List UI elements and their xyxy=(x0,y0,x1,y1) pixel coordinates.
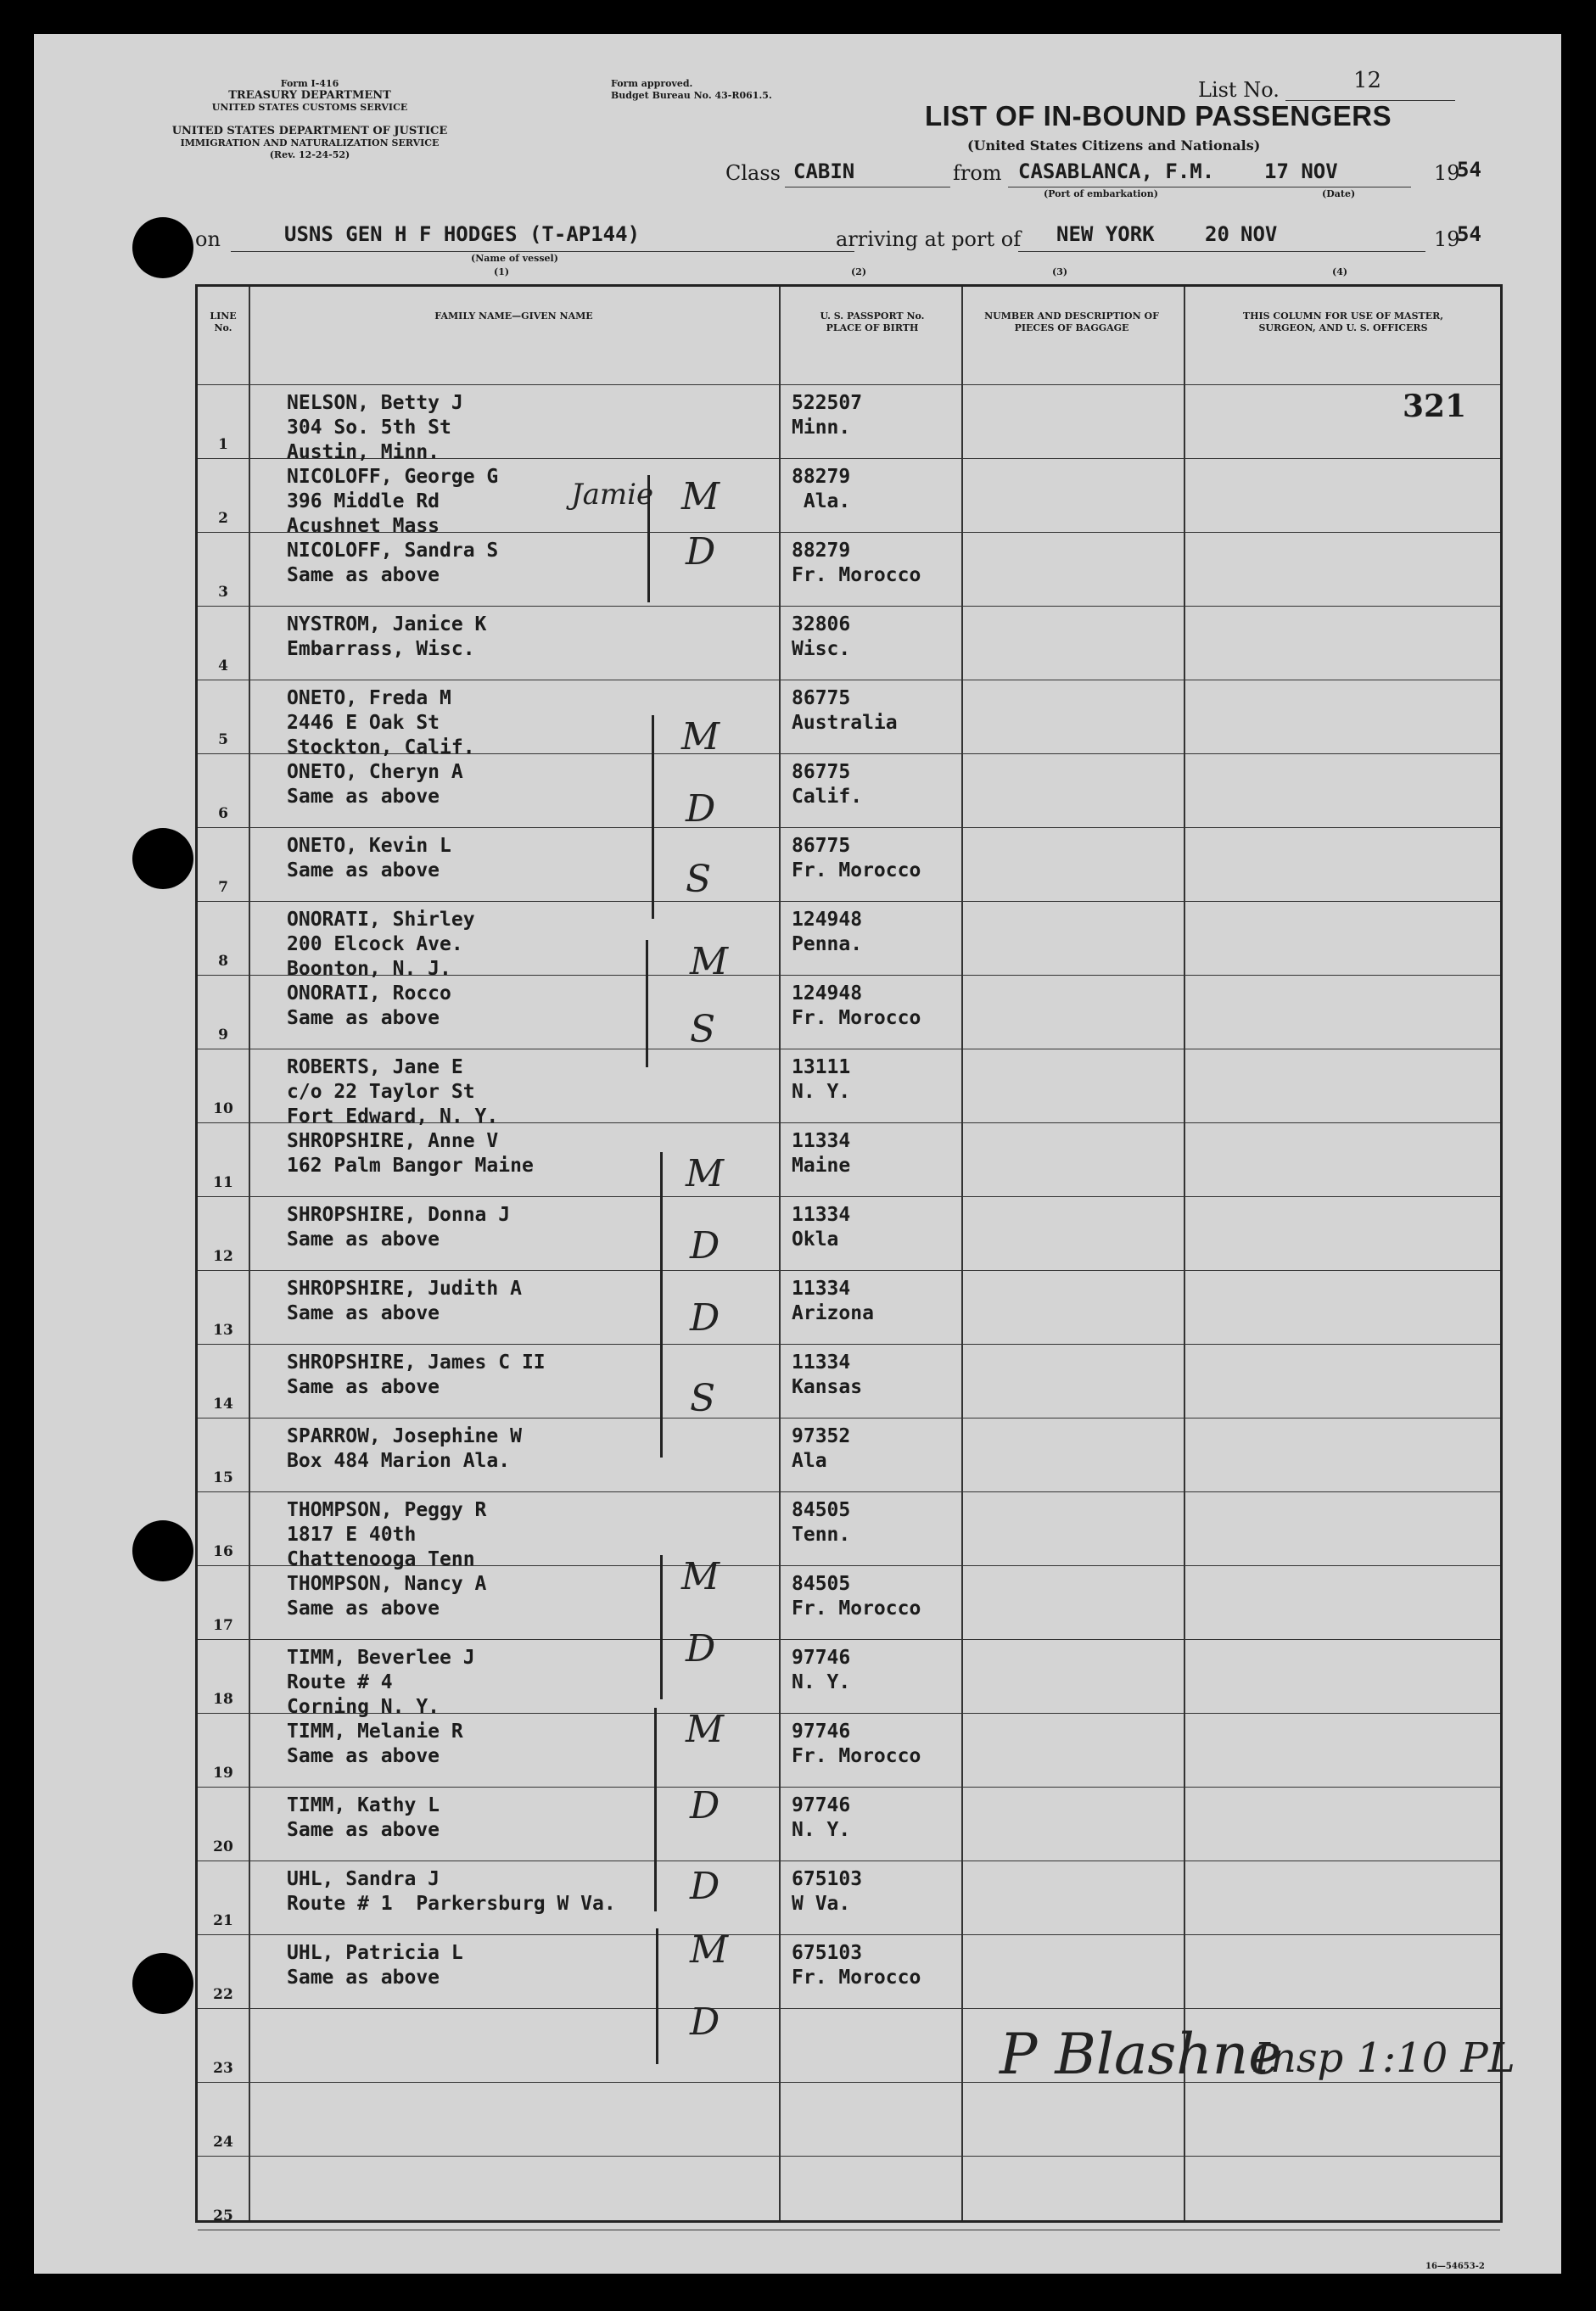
row-divider xyxy=(198,1491,1500,1492)
from-label: from xyxy=(953,161,1002,185)
header-divider xyxy=(198,384,1500,385)
line-number: 3 xyxy=(218,584,228,601)
passenger-name-address: NICOLOFF, George G 396 Middle Rd Acushnet Mass xyxy=(287,466,499,537)
rev-label: (Rev. 12-24-52) xyxy=(269,149,350,160)
line-number: 20 xyxy=(213,1838,233,1855)
passenger-name-address: THOMPSON, Nancy A Same as above xyxy=(287,1573,487,1620)
col-1-caption: (1) xyxy=(494,266,510,277)
embark-date: 17 NOV xyxy=(1264,159,1338,183)
passport-birthplace: 97746 N. Y. xyxy=(792,1647,851,1693)
header-officers: THIS COLUMN FOR USE OF MASTER, SURGEON, AND U. S. OFFICERS xyxy=(1242,311,1444,333)
family-mark: D xyxy=(686,1627,716,1670)
row-divider xyxy=(198,1787,1500,1788)
passport-birthplace: 86775 Calif. xyxy=(792,761,863,808)
passport-birthplace: 13111 N. Y. xyxy=(792,1056,851,1103)
print-code: 16—54653-2 xyxy=(1425,2262,1485,2271)
family-bracket xyxy=(654,1708,657,1911)
family-mark: D xyxy=(690,2000,720,2044)
passenger-name-address: ONORATI, Shirley 200 Elcock Ave. Boonton, N. J. xyxy=(287,909,475,980)
passenger-name-address: UHL, Patricia L Same as above xyxy=(287,1942,463,1989)
col-divider xyxy=(779,287,781,2220)
passenger-name-address: ONETO, Kevin L Same as above xyxy=(287,835,451,881)
vessel-caption: (Name of vessel) xyxy=(471,253,558,264)
family-bracket xyxy=(660,1152,663,1458)
passport-birthplace: 11334 Arizona xyxy=(792,1278,874,1324)
year-suffix-2: 54 xyxy=(1457,222,1481,246)
row-divider xyxy=(198,2008,1500,2009)
doj-label: UNITED STATES DEPARTMENT OF JUSTICE xyxy=(171,125,448,137)
family-mark: D xyxy=(690,1784,720,1827)
passport-birthplace: 86775 Fr. Morocco xyxy=(792,835,921,881)
family-mark: M xyxy=(690,1928,729,1972)
passenger-name-address: TIMM, Beverlee J Route # 4 Corning N. Y. xyxy=(287,1647,475,1718)
line-number: 23 xyxy=(213,2060,233,2077)
passenger-name-address: ONETO, Cheryn A Same as above xyxy=(287,761,463,808)
line-number: 9 xyxy=(218,1027,228,1044)
passport-birthplace: 86775 Australia xyxy=(792,687,898,734)
row-divider xyxy=(198,1196,1500,1197)
passport-birthplace: 675103 Fr. Morocco xyxy=(792,1942,921,1989)
line-number: 22 xyxy=(213,1986,233,2003)
line-number: 24 xyxy=(213,2134,233,2151)
passport-birthplace: 97746 Fr. Morocco xyxy=(792,1721,921,1767)
family-mark: M xyxy=(686,1152,725,1195)
arrival-port: NEW YORK xyxy=(1056,222,1155,246)
passenger-name-address: NELSON, Betty J 304 So. 5th St Austin, Minn. xyxy=(287,392,463,463)
passenger-name-address: TIMM, Kathy L Same as above xyxy=(287,1794,440,1841)
form-subtitle: (United States Citizens and Nationals) xyxy=(967,137,1261,154)
family-bracket xyxy=(660,1555,663,1699)
year-suffix-1: 54 xyxy=(1457,158,1481,182)
passenger-name-address: SHROPSHIRE, Anne V 162 Palm Bangor Maine xyxy=(287,1130,534,1177)
passport-birthplace: 88279 Fr. Morocco xyxy=(792,540,921,586)
line-number: 10 xyxy=(213,1100,233,1117)
header-baggage: NUMBER AND DESCRIPTION OF PIECES OF BAGGAGE xyxy=(984,311,1159,333)
row-divider xyxy=(198,2082,1500,2083)
line-number: 15 xyxy=(213,1469,233,1486)
port-caption: (Port of embarkation) xyxy=(1044,188,1158,199)
line-number: 8 xyxy=(218,953,228,970)
line-number: 17 xyxy=(213,1617,233,1634)
customs-service: UNITED STATES CUSTOMS SERVICE xyxy=(211,102,408,113)
passport-birthplace: 97746 N. Y. xyxy=(792,1794,851,1841)
vessel-underline xyxy=(231,251,854,252)
family-mark: D xyxy=(686,530,716,574)
from-value: CASABLANCA, F.M. xyxy=(1018,159,1215,183)
form-approved: Form approved. xyxy=(611,78,693,89)
budget-bureau: Budget Bureau No. 43-R061.5. xyxy=(611,90,772,101)
family-mark: M xyxy=(686,1708,725,1751)
passenger-name-address: NYSTROM, Janice K Embarrass, Wisc. xyxy=(287,613,487,660)
family-mark: M xyxy=(681,715,720,758)
line-number: 2 xyxy=(218,510,228,527)
year-prefix-2: 19 xyxy=(1434,227,1460,251)
family-bracket xyxy=(652,715,654,919)
line-number: 11 xyxy=(213,1174,233,1191)
arriving-label: arriving at port of xyxy=(836,227,1022,251)
family-mark: M xyxy=(681,475,720,518)
passenger-name-address: NICOLOFF, Sandra S Same as above xyxy=(287,540,499,586)
row-divider xyxy=(198,1639,1500,1640)
list-no-label: List No. xyxy=(1198,78,1280,102)
family-mark: M xyxy=(690,940,729,983)
line-number: 6 xyxy=(218,805,228,822)
passenger-name-address: ONORATI, Rocco Same as above xyxy=(287,982,451,1029)
inspector-note: Insp 1:10 PL xyxy=(1254,2034,1515,2082)
family-mark: M xyxy=(681,1555,720,1598)
line-number: 12 xyxy=(213,1248,233,1265)
row-divider xyxy=(198,827,1500,828)
handwritten-name-correction: Jamie xyxy=(571,478,654,512)
col-divider xyxy=(961,287,963,2220)
row-divider xyxy=(198,901,1500,902)
passenger-name-address: SHROPSHIRE, James C II Same as above xyxy=(287,1351,546,1398)
passenger-name-address: SHROPSHIRE, Donna J Same as above xyxy=(287,1204,511,1251)
line-number: 7 xyxy=(218,879,228,896)
arrival-underline xyxy=(1018,251,1425,252)
line-number: 21 xyxy=(213,1912,233,1929)
form-approved-block xyxy=(611,78,772,102)
passenger-name-address: ROBERTS, Jane E c/o 22 Taylor St Fort Edward, N. Y. xyxy=(287,1056,499,1128)
row-divider xyxy=(198,2156,1500,2157)
col-3-caption: (3) xyxy=(1052,266,1068,277)
family-mark: S xyxy=(686,858,712,901)
col-divider xyxy=(249,287,250,2220)
family-mark: D xyxy=(690,1865,720,1908)
header-name: FAMILY NAME—GIVEN NAME xyxy=(434,311,593,322)
passport-birthplace: 124948 Penna. xyxy=(792,909,863,955)
header-passport: U. S. PASSPORT No. PLACE OF BIRTH xyxy=(820,311,925,333)
passport-birthplace: 97352 Ala xyxy=(792,1425,851,1472)
line-number: 5 xyxy=(218,731,228,748)
row-divider xyxy=(198,1934,1500,1935)
family-mark: D xyxy=(690,1224,720,1267)
family-bracket xyxy=(656,1928,658,2064)
line-number: 25 xyxy=(213,2207,233,2224)
inspector-signature: P Blashne xyxy=(1000,2022,1282,2087)
line-number: 18 xyxy=(213,1691,233,1708)
form-number: Form I-416 xyxy=(280,78,339,89)
passenger-name-address: THOMPSON, Peggy R 1817 E 40th Chattenooga Tenn xyxy=(287,1499,487,1570)
ins-label: IMMIGRATION AND NATURALIZATION SERVICE xyxy=(180,137,440,148)
passenger-name-address: TIMM, Melanie R Same as above xyxy=(287,1721,463,1767)
line-number: 1 xyxy=(218,436,228,453)
class-label: Class xyxy=(725,161,781,185)
year-prefix-1: 19 xyxy=(1434,161,1460,185)
col-2-caption: (2) xyxy=(851,266,867,277)
family-mark: S xyxy=(690,1377,716,1420)
form-title: LIST OF IN-BOUND PASSENGERS xyxy=(925,100,1392,131)
officer-stamp: 321 xyxy=(1403,389,1467,424)
punch-hole xyxy=(132,1953,193,2014)
arrival-day: 20 xyxy=(1205,222,1229,246)
document-page xyxy=(34,34,1561,2274)
family-mark: D xyxy=(690,1296,720,1340)
list-no-value: 12 xyxy=(1353,68,1382,93)
vessel-name: USNS GEN H F HODGES (T-AP144) xyxy=(284,222,641,246)
class-value: CABIN xyxy=(793,159,855,183)
passenger-table xyxy=(195,284,1515,2224)
passport-birthplace: 11334 Okla xyxy=(792,1204,851,1251)
passport-birthplace: 84505 Tenn. xyxy=(792,1499,851,1546)
line-number: 14 xyxy=(213,1396,233,1413)
family-mark: S xyxy=(690,1008,716,1051)
passport-birthplace: 32806 Wisc. xyxy=(792,613,851,660)
passport-birthplace: 675103 W Va. xyxy=(792,1868,863,1915)
passport-birthplace: 11334 Maine xyxy=(792,1130,851,1177)
line-number: 16 xyxy=(213,1543,233,1560)
on-label: on xyxy=(195,227,221,251)
passenger-name-address: UHL, Sandra J Route # 1 Parkersburg W Va. xyxy=(287,1868,616,1915)
date-caption: (Date) xyxy=(1322,188,1356,199)
header-line-no: LINE No. xyxy=(210,311,237,333)
passport-birthplace: 522507 Minn. xyxy=(792,392,863,439)
passport-birthplace: 11334 Kansas xyxy=(792,1351,863,1398)
punch-hole xyxy=(132,828,193,889)
passenger-name-address: ONETO, Freda M 2446 E Oak St Stockton, Calif. xyxy=(287,687,475,758)
row-divider xyxy=(198,606,1500,607)
family-bracket xyxy=(647,475,650,602)
arrival-month: NOV xyxy=(1240,222,1278,246)
row-divider xyxy=(198,1270,1500,1271)
passport-birthplace: 124948 Fr. Morocco xyxy=(792,982,921,1029)
col-divider xyxy=(1184,287,1185,2220)
treasury-dept: TREASURY DEPARTMENT xyxy=(228,89,391,102)
line-number: 13 xyxy=(213,1322,233,1339)
line-number: 4 xyxy=(218,657,228,674)
punch-hole xyxy=(132,1520,193,1581)
passenger-name-address: SHROPSHIRE, Judith A Same as above xyxy=(287,1278,522,1324)
passport-birthplace: 88279 Ala. xyxy=(792,466,851,512)
family-bracket xyxy=(646,940,648,1067)
family-mark: D xyxy=(686,787,716,831)
form-agency-block xyxy=(170,78,450,114)
passenger-name-address: SPARROW, Josephine W Box 484 Marion Ala. xyxy=(287,1425,522,1472)
line-number: 19 xyxy=(213,1765,233,1782)
punch-hole xyxy=(132,217,193,278)
justice-block xyxy=(170,126,450,161)
col-4-caption: (4) xyxy=(1332,266,1348,277)
row-divider xyxy=(198,1344,1500,1345)
passport-birthplace: 84505 Fr. Morocco xyxy=(792,1573,921,1620)
